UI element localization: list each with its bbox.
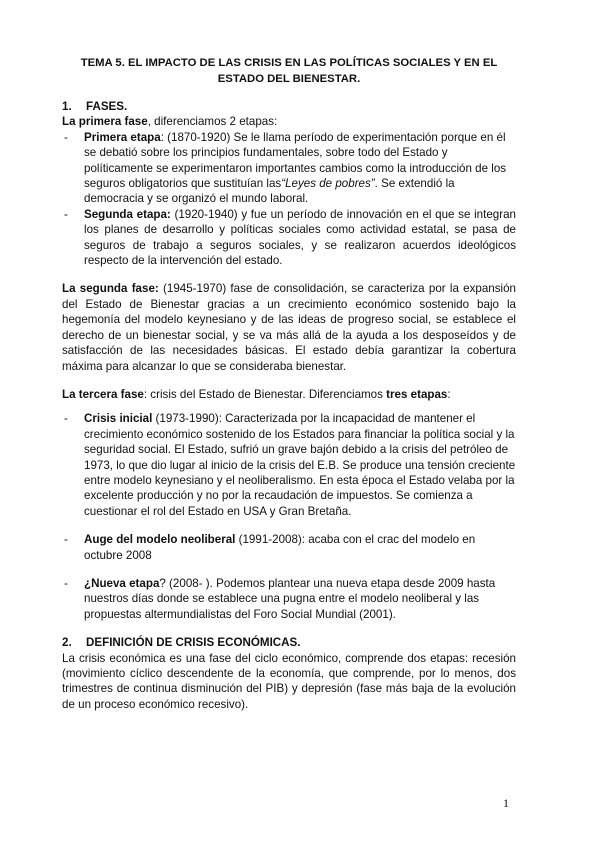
section-1-number: 1. bbox=[62, 100, 72, 113]
fase1-etapa1-label: Primera etapa bbox=[84, 130, 161, 144]
fase3-etapa1 bbox=[62, 411, 516, 519]
fase1-etapa1-italic: “Leyes de pobres” bbox=[281, 177, 375, 191]
section-2-title: DEFINICIÓN DE CRISIS ECONÓMICAS. bbox=[86, 636, 301, 650]
fase2-text: (1945-1970) fase de consolidación, se caracteriza por la expansión del Estado de Bienestar gracias a un crecimiento económico sostenido bajo la hegemonía del modelo keynesiano y de las ideas de progreso social, se establece el derecho de un bienestar social, y se va más allá de la ayuda a los desposeídos y de satisfacción de las necesidades básicas. El estado debía garantizar la cobertura máxima para alcanzar lo que se consideraba bienestar. bbox=[62, 282, 516, 373]
fase3-text-a: : crisis del Estado de Bienestar. Diferenciamos bbox=[143, 387, 387, 401]
section-2-number: 2. bbox=[62, 636, 72, 650]
section-1-heading bbox=[62, 99, 516, 114]
document-title: TEMA 5. EL IMPACTO DE LAS CRISIS EN LAS POLÍTICAS SOCIALES Y EN EL ESTADO DEL BIENESTAR. bbox=[80, 57, 498, 85]
section-2-paragraph: La crisis económica es una fase del ciclo económico, comprende dos etapas: recesión (movimiento cíclico descendente de la economía, que comprende, por lo menos, dos trimestres de continua disminución del PIB) y depresión (fase más baja de la evolución de un proceso económico recesivo). bbox=[62, 651, 516, 711]
fase3-label: La tercera fase bbox=[62, 387, 144, 401]
page-number: 1 bbox=[503, 796, 509, 810]
fase1-etapa2-label: Segunda etapa: bbox=[84, 207, 171, 221]
fase3-list bbox=[62, 411, 516, 622]
fase3-etapa2 bbox=[62, 532, 516, 563]
fase3-etapa3-text: ? (2008- ). Podemos plantear una nueva etapa desde 2009 hasta nuestros días donde se establece una pugna entre el modelo neoliberal y las propuestas altermundialistas del Foro Social Mundial (2001). bbox=[84, 576, 496, 621]
fase3-etapa2-text: (1991-2008): acaba con el crac del modelo en octubre 2008 bbox=[84, 533, 476, 562]
fase1-etapa2-text: (1920-1940) y fue un período de innovación en el que se integran los planes de desarrollo y políticas sociales como actividad estatal, se pasa de seguros de trabajo a seguros sociales, y se realizaron acuerdos ideológicos respecto de la intervención del estado. bbox=[84, 207, 517, 268]
section-2-heading bbox=[62, 635, 516, 650]
fase1-etapa2 bbox=[62, 207, 516, 269]
fase1-list bbox=[62, 130, 516, 269]
fase1-etapa1-text-b: . Se extendió la democracia y se organizó el mundo laboral. bbox=[84, 177, 455, 206]
fase3-text-b: : bbox=[447, 387, 451, 401]
fase1-etapa1-text-a: : (1870-1920) Se le llama período de experimentación porque en él se debatió sobre los principios fundamentales, sobre todo del Estado y políticamente se experimentaron importantes cambios como la introducción de los seguros obligatorios que sustituían las bbox=[84, 130, 507, 191]
fase3-etapa1-text: (1973-1990): Caracterizada por la incapacidad de mantener el crecimiento económico sostenido de los Estados para financiar la política social y la seguridad social. El Estado, sufrió un grave bajón debido a la crisis del petróleo de 1973, lo que dio lugar al inicio de la crisis del E.B. Se produce una tensión creciente entre modelo keynesiano y el neoliberalismo. En esta época el Estado velaba por la excelente producción y no por la recaudación de impuestos. Se comienza a cuestionar el rol del Estado en USA y Gran Bretaña. bbox=[84, 412, 516, 518]
fase3-etapa2-label: Auge del modelo neoliberal bbox=[84, 533, 236, 547]
fase3-bold: tres etapas bbox=[386, 387, 448, 401]
section-1-title: FASES. bbox=[86, 100, 128, 113]
fase2-label: La segunda fase: bbox=[62, 282, 159, 296]
fase1-etapa1 bbox=[62, 130, 516, 207]
fase3-etapa3-label: ¿Nueva etapa bbox=[84, 576, 160, 590]
fase1-label: La primera fase bbox=[62, 115, 148, 129]
fase2-paragraph bbox=[62, 281, 516, 373]
fase1-rest: , diferenciamos 2 etapas: bbox=[147, 115, 278, 129]
fase3-etapa1-label: Crisis inicial bbox=[84, 412, 153, 426]
fase3-etapa3 bbox=[62, 576, 516, 622]
fase3-intro bbox=[62, 387, 516, 402]
fase1-intro bbox=[62, 114, 516, 129]
document-page bbox=[62, 56, 516, 712]
